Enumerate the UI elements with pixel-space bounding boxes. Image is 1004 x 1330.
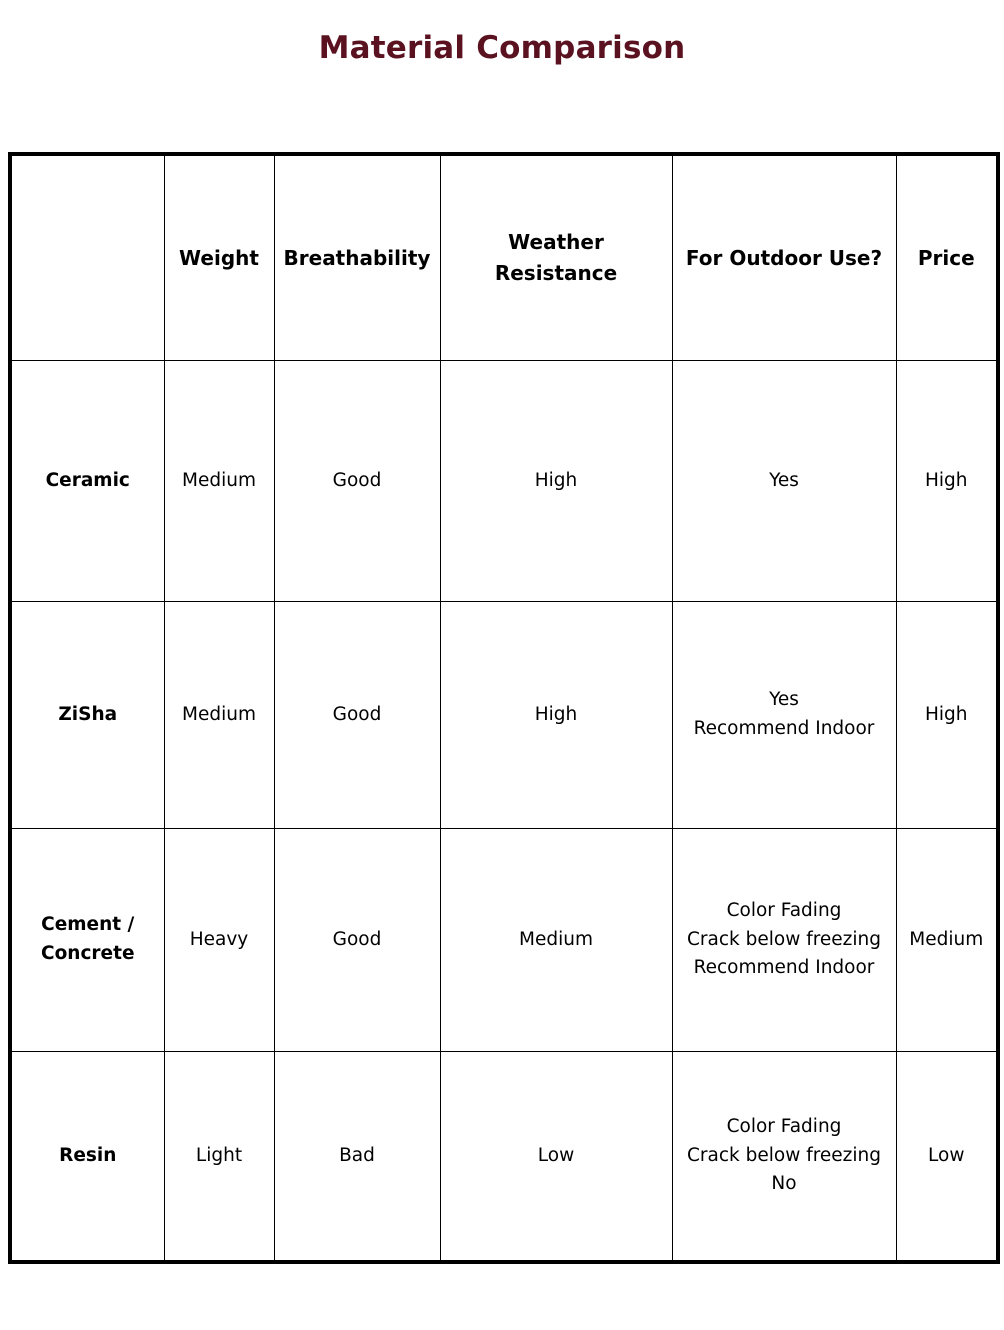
cell-resin-weather-resistance: Low	[440, 1052, 672, 1263]
page-title: Material Comparison	[318, 30, 686, 66]
cell-ceramic-weather-resistance: High	[440, 361, 672, 602]
row-label-resin: Resin	[10, 1052, 164, 1263]
cell-ceramic-outdoor-use	[672, 361, 896, 602]
cell-resin-price: Low	[896, 1052, 998, 1263]
cell-text-line: Concrete	[41, 943, 135, 964]
table-header-row	[10, 154, 998, 361]
cell-ceramic-price: High	[896, 361, 998, 602]
cell-zisha-price: High	[896, 602, 998, 829]
cell-ceramic-breathability: Good	[274, 361, 440, 602]
cell-zisha-outdoor-use	[672, 602, 896, 829]
column-header-breathability: Breathability	[274, 154, 440, 361]
cell-zisha-weight: Medium	[164, 602, 274, 829]
row-label-ceramic: Ceramic	[10, 361, 164, 602]
cell-zisha-weather-resistance: High	[440, 602, 672, 829]
column-header-outdoor-use: For Outdoor Use?	[672, 154, 896, 361]
row-label-cement-concrete	[10, 829, 164, 1052]
cell-cement-weather-resistance: Medium	[440, 829, 672, 1052]
material-comparison-table	[8, 152, 1000, 1264]
cell-ceramic-weight: Medium	[164, 361, 274, 602]
cell-text-line: No	[771, 1173, 797, 1195]
cell-cement-outdoor-use	[672, 829, 896, 1052]
column-header-weight: Weight	[164, 154, 274, 361]
cell-resin-outdoor-use	[672, 1052, 896, 1263]
cell-text-line: Yes	[769, 469, 799, 491]
table-corner-cell	[10, 154, 164, 361]
cell-resin-breathability: Bad	[274, 1052, 440, 1263]
cell-text-line: Color Fading	[726, 1115, 842, 1137]
cell-text-line: Recommend Indoor	[693, 718, 875, 739]
cell-text-line: Color Fading	[726, 899, 842, 921]
table-row	[10, 602, 998, 829]
cell-cement-price: Medium	[896, 829, 998, 1052]
cell-cement-weight: Heavy	[164, 829, 274, 1052]
row-label-zisha: ZiSha	[10, 602, 164, 829]
cell-text-line: Yes	[769, 689, 799, 711]
material-comparison-table-wrapper	[8, 152, 996, 1264]
cell-resin-weight: Light	[164, 1052, 274, 1263]
cell-text-line: Recommend Indoor	[693, 957, 875, 979]
table-row	[10, 829, 998, 1052]
table-row	[10, 361, 998, 602]
cell-cement-breathability: Good	[274, 829, 440, 1052]
column-header-price: Price	[896, 154, 998, 361]
cell-text-line: Crack below freezing	[686, 1144, 881, 1166]
cell-text-line: Crack below freezing	[686, 928, 881, 950]
cell-zisha-breathability: Good	[274, 602, 440, 829]
column-header-weather-resistance: Weather Resistance	[440, 154, 672, 361]
table-row	[10, 1052, 998, 1263]
cell-text-line: Cement /	[41, 914, 135, 936]
